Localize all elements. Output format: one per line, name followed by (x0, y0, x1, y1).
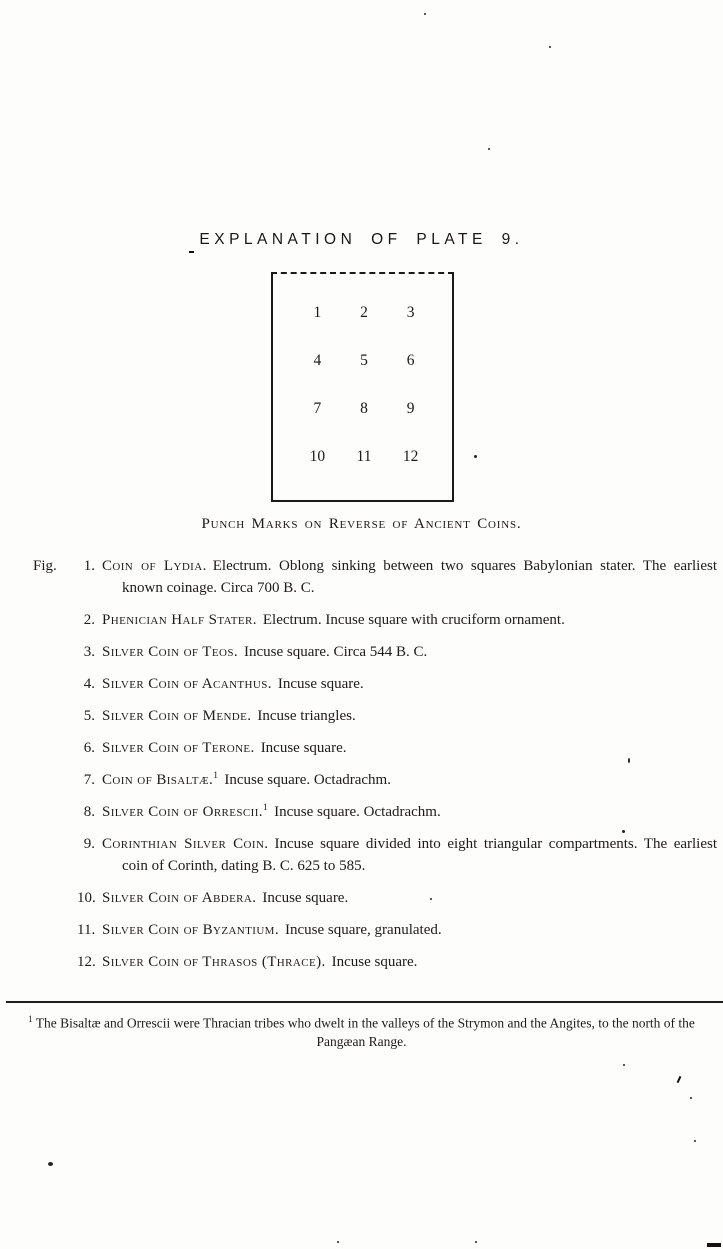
plate-cell-3: 3 (406, 304, 415, 321)
figure-text (102, 801, 717, 823)
figure-text (102, 641, 717, 663)
figure-rest: Incuse square divided into eight triangular compartments. The earliest coin of Corinth, dating B. C. 625 to 585. (122, 836, 718, 874)
scan-speck (488, 148, 490, 150)
figure-text (102, 705, 717, 727)
figure-number: 8. (83, 804, 95, 820)
scan-speck (475, 1241, 477, 1243)
figure-number: 2. (83, 612, 95, 628)
figure-list (33, 555, 718, 983)
scan-speck (549, 46, 551, 48)
plate-cell-11: 11 (356, 448, 372, 465)
figure-item-12 (33, 951, 693, 973)
figure-rest: Incuse square. Octadrachm. (274, 804, 441, 820)
figure-text (102, 769, 717, 791)
figure-item-7 (33, 769, 693, 791)
figure-text (102, 737, 717, 759)
figure-number: 5. (83, 708, 95, 724)
figure-rest: Incuse square. (260, 740, 347, 756)
figure-lead: Silver Coin of Orrescii.$^1$ (102, 803, 269, 820)
page-title: EXPLANATION OF PLATE 9. (199, 231, 524, 248)
plate-cell-8: 8 (360, 400, 368, 417)
figure-text (102, 951, 717, 973)
scan-speck (337, 1241, 339, 1243)
scan-speck (474, 455, 477, 458)
scan-speck (424, 13, 426, 15)
figure-rest: Incuse square. Circa 544 B. C. (244, 644, 428, 660)
figure-rest: Electrum. Oblong sinking between two squares Babylonian stater. The earliest known coinage. Circa 700 B. C. (122, 558, 717, 596)
plate-cell-6: 6 (406, 352, 415, 369)
figure-lead: Corinthian Silver Coin. (102, 836, 269, 852)
figure-item-2 (33, 609, 693, 631)
figure-lead: Silver Coin of Acanthus. (102, 676, 272, 692)
figure-text (102, 555, 717, 599)
figure-lead: Phenician Half Stater. (102, 612, 257, 628)
scan-speck (707, 1243, 721, 1247)
plate-cell-4: 4 (313, 352, 322, 369)
figure-rest: Incuse square. (277, 676, 364, 692)
figure-lead: Silver Coin of Mende. (102, 708, 252, 724)
footnote (0, 1010, 723, 1051)
scan-speck (690, 1097, 692, 1099)
scan-speck (430, 898, 432, 900)
figure-rest: Incuse square. Octadrachm. (224, 772, 391, 788)
figure-number: 10. (77, 890, 96, 906)
footnote-marker-superscript: 1 (262, 803, 269, 813)
plate-cell-9: 9 (406, 400, 415, 417)
figure-item-9 (33, 833, 718, 877)
diagram-caption: Punch Marks on Reverse of Ancient Coins. (201, 516, 522, 532)
figure-lead: Coin of Lydia. (102, 558, 207, 574)
fig-label: Fig. (33, 558, 57, 574)
figure-item-5 (33, 705, 693, 727)
scan-speck (189, 251, 194, 253)
figure-text (102, 833, 717, 877)
figure-text (102, 673, 717, 695)
figure-lead: Silver Coin of Terone. (102, 740, 255, 756)
figure-lead: Silver Coin of Teos. (102, 644, 239, 660)
scan-speck (622, 830, 625, 833)
figure-item-6 (33, 737, 693, 759)
figure-item-4 (33, 673, 693, 695)
figure-lead: Silver Coin of Thrasos (Thrace). (102, 954, 326, 970)
figure-item-11 (33, 919, 693, 941)
plate-cell-10: 10 (309, 448, 326, 465)
figure-text (102, 887, 717, 909)
plate-cell-12: 12 (402, 448, 419, 465)
figure-number: 9. (83, 836, 95, 852)
scan-speck (628, 758, 630, 763)
scan-speck (623, 1064, 625, 1066)
figure-item-1 (33, 555, 717, 599)
figure-number: 7. (83, 772, 95, 788)
figure-rest: Incuse square. (262, 890, 349, 906)
figure-item-10 (33, 887, 693, 909)
figure-text (102, 919, 717, 941)
figure-number: 11. (77, 922, 96, 938)
figure-number: 1. (83, 558, 95, 574)
figure-rest: Incuse square. (331, 954, 418, 970)
figure-lead: Silver Coin of Abdera. (102, 890, 257, 906)
scan-speck (694, 1140, 696, 1142)
figure-number: 4. (83, 676, 95, 692)
footnote-text: The Bisaltæ and Orrescii were Thracian tribes who dwelt in the valleys of the Strymon and the Angites, to the north of the Pangæan Range. (35, 1015, 695, 1049)
figure-rest: Electrum. Incuse square with cruciform ornament. (262, 612, 565, 628)
figure-number: 12. (77, 954, 96, 970)
plate-cell-1: 1 (313, 304, 322, 321)
figure-number: 3. (83, 644, 95, 660)
footnote-marker-superscript: 1 (213, 771, 219, 781)
footnote-marker: 1 (28, 1014, 33, 1024)
figure-rest: Incuse triangles. (257, 708, 356, 724)
figure-item-3 (33, 641, 693, 663)
scan-speck (48, 1162, 53, 1166)
plate-cell-7: 7 (313, 400, 322, 417)
figure-item-8 (33, 801, 693, 823)
figure-number: 6. (83, 740, 95, 756)
punch-marks-diagram (271, 272, 454, 502)
scan-speck (677, 1076, 682, 1083)
plate-cell-2: 2 (360, 304, 368, 321)
plate-number-grid (294, 289, 434, 481)
plate-cell-5: 5 (360, 352, 368, 369)
footnote-divider-rule (6, 1001, 723, 1003)
figure-lead: Coin of Bisaltæ.$^1$ (102, 771, 219, 788)
figure-lead: Silver Coin of Byzantium. (102, 922, 279, 938)
figure-rest: Incuse square, granulated. (285, 922, 442, 938)
figure-text (102, 609, 717, 631)
